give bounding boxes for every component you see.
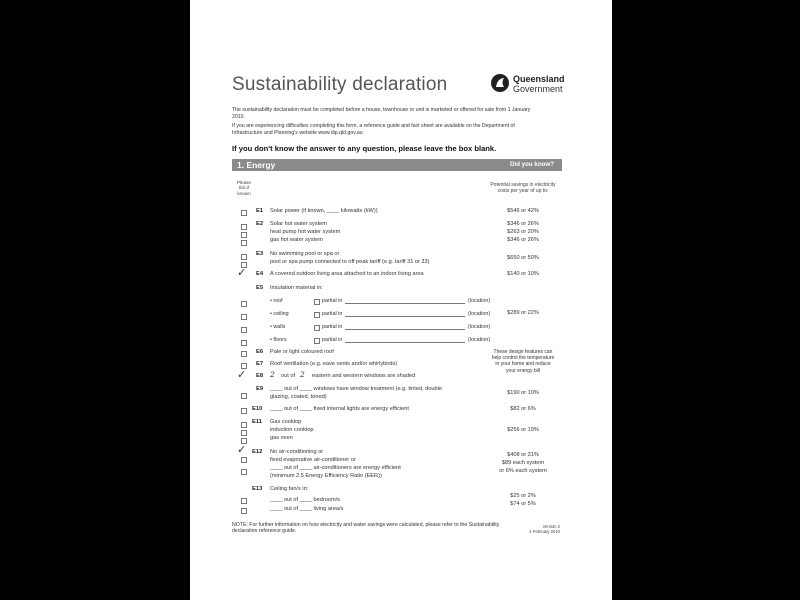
section-title: 1. Energy: [237, 160, 276, 170]
e13-code: E13: [252, 486, 263, 492]
e11-value: $256 or 19%: [507, 427, 539, 433]
e11-checkbox-gas-cooktop[interactable]: [241, 422, 247, 428]
e4-value: $140 or 10%: [507, 271, 539, 277]
version-date: 4 February 2010: [529, 529, 560, 535]
e11-code: E11: [252, 419, 262, 425]
e12-code: E12: [252, 449, 263, 455]
e5-partial-label: partial in: [322, 324, 343, 330]
e5-partial-label: partial in: [322, 298, 343, 304]
e9-value: $190 or 10%: [507, 390, 539, 396]
e8-handwritten-count-2: 2: [300, 370, 305, 379]
e5-text: Insulation material in:: [270, 285, 323, 291]
logo-line-1: Queensland: [513, 74, 565, 84]
e9-line-2: glazing, coated, toned): [270, 394, 327, 400]
page-title: Sustainability declaration: [232, 74, 448, 95]
e8-text: eastern and western windows are shaded: [312, 373, 416, 379]
e5-code: E5: [256, 285, 264, 291]
e11-line-1: Gas cooktop: [270, 419, 302, 425]
e5-partial-label: partial in: [322, 337, 343, 343]
e2-value-2: $263 or 20%: [507, 229, 539, 235]
e9-line-1: ____ out of ____ windows have window treatment (e.g. tinted, double: [270, 386, 442, 392]
e3-value: $650 or 50%: [507, 255, 539, 261]
version-number: Version 2: [542, 524, 560, 529]
e8-tick-mark[interactable]: ✓: [237, 369, 247, 381]
e8-code: E8: [256, 373, 264, 379]
section-did-you-know: Did you know?: [510, 161, 554, 168]
e1-checkbox[interactable]: [241, 210, 247, 216]
e5-partial-label: partial in: [322, 311, 343, 317]
e3-code: E3: [256, 251, 264, 257]
e5-partial-checkbox-roof[interactable]: [314, 299, 320, 305]
e11-line-3: gas oven: [270, 435, 293, 441]
e2-checkbox-heat-pump[interactable]: [241, 232, 247, 238]
e1-text: Solar power (if known, ____ kilowatts (kW)): [270, 208, 378, 214]
e10-value: $82 or 6%: [510, 406, 536, 412]
e7-code: E7: [256, 361, 264, 367]
e5-location-field-floors[interactable]: [345, 342, 465, 343]
version-info: [510, 524, 560, 534]
e6-code: E6: [256, 349, 264, 355]
e12-checkbox-evaporative[interactable]: [241, 457, 247, 463]
e2-line-3: gas hot water system: [270, 237, 323, 243]
crest-icon: [490, 73, 510, 93]
e13-line-1: Ceiling fan/s in:: [270, 486, 309, 492]
e5-checkbox-floors[interactable]: [241, 340, 247, 346]
e6-e8-value: These design features can help control the temperature in your home and reduce your energy bill: [491, 349, 555, 374]
e5-partial-checkbox-floors[interactable]: [314, 338, 320, 344]
e5-item-floors: • floors: [270, 337, 287, 343]
e2-checkbox-solar[interactable]: [241, 224, 247, 230]
e2-code: E2: [256, 221, 264, 227]
e12-line-4: (minimum 2.5 Energy Efficiency Ratio (EER)): [270, 473, 382, 479]
e3-line-2: pool or spa pump connected to off peak tariff (e.g. tariff 31 or 33): [270, 259, 430, 265]
e12-line-2: fixed evaporative air-conditioner or: [270, 457, 356, 463]
e4-tick-mark[interactable]: ✓: [237, 267, 247, 279]
e5-partial-checkbox-ceiling[interactable]: [314, 312, 320, 318]
e2-line-1: Solar hot water system: [270, 221, 327, 227]
document-page: [190, 0, 612, 600]
e5-location-field-ceiling[interactable]: [345, 316, 465, 317]
e5-location-label: (location): [468, 324, 491, 330]
tick-column-header: Please tick if known: [236, 180, 252, 196]
intro-paragraph-2: If you are experiencing difficulties completing this form, a reference guide and fact sheet are available on the Department of Infrastructure and Planning's website www.dip.qld.gov.au: [232, 123, 515, 136]
warning-text: If you don't know the answer to any question, please leave the box blank.: [232, 144, 497, 153]
e5-checkbox-ceiling[interactable]: [241, 314, 247, 320]
e4-text: A covered outdoor living area attached to an indoor living area: [270, 271, 424, 277]
e5-checkbox-roof[interactable]: [241, 301, 247, 307]
e5-location-label: (location): [468, 311, 491, 317]
e6-text: Pale or light coloured roof: [270, 349, 334, 355]
e5-item-walls: • walls: [270, 324, 286, 330]
e12-checkbox-efficient[interactable]: [241, 469, 247, 475]
e12-value-2: $89 each system: [501, 460, 545, 466]
e12-value-1: $408 or 31%: [507, 452, 539, 458]
e10-code: E10: [252, 406, 263, 412]
savings-column-header: Potential savings in electricity costs per year of up to:: [490, 182, 556, 194]
e8-text-out-of: out of: [281, 373, 295, 379]
e2-value-1: $346 or 26%: [507, 221, 539, 227]
e9-checkbox[interactable]: [241, 393, 247, 399]
e12-line-3: ____ out of ____ air-conditioners are energy efficient: [270, 465, 401, 471]
e11-line-2: induction cooktop: [270, 427, 314, 433]
queensland-government-logo: [490, 72, 590, 98]
e11-checkbox-induction[interactable]: [241, 430, 247, 436]
e1-value: $546 or 42%: [507, 208, 539, 214]
e13-value-2: $74 or 5%: [510, 501, 536, 507]
e2-checkbox-gas[interactable]: [241, 240, 247, 246]
e13-line-3: ____ out of ____ living area/s: [270, 506, 344, 512]
e5-value: $289 or 22%: [507, 310, 539, 316]
e12-value-3: or 6% each system: [499, 468, 547, 474]
e10-checkbox[interactable]: [241, 408, 247, 414]
section-header: [232, 159, 562, 171]
e2-value-3: $346 or 26%: [507, 237, 539, 243]
e13-line-2: ____ out of ____ bedroom/s: [270, 497, 340, 503]
e8-handwritten-count-1: 2: [270, 370, 275, 379]
e2-line-2: heat pump hot water system: [270, 229, 341, 235]
intro-paragraph-1: The sustainability declaration must be completed before a house, townhouse or unit is marketed or offered for sale from 1 January 2010.: [232, 107, 531, 120]
e13-checkbox-living[interactable]: [241, 508, 247, 514]
e5-item-roof: • roof: [270, 298, 283, 304]
e1-code: E1: [256, 208, 264, 214]
e10-text: ____ out of ____ fixed internal lights are energy efficient: [270, 406, 409, 412]
e13-checkbox-bedrooms[interactable]: [241, 498, 247, 504]
e3-checkbox-1[interactable]: [241, 254, 247, 260]
e4-code: E4: [256, 271, 264, 277]
e5-location-label: (location): [468, 337, 491, 343]
e5-location-field-roof[interactable]: [345, 303, 465, 304]
e5-item-ceiling: • ceiling: [270, 311, 289, 317]
e5-location-field-walls[interactable]: [345, 329, 465, 330]
e13-value-1: $25 or 2%: [510, 493, 536, 499]
e5-checkbox-walls[interactable]: [241, 327, 247, 333]
footnote: NOTE: For further information on how electricity and water savings were calculated, please refer to the Sustainability declaration reference guide.: [232, 522, 500, 535]
e12-tick-mark[interactable]: ✓: [237, 444, 247, 456]
e6-checkbox[interactable]: [241, 351, 247, 357]
e5-partial-checkbox-walls[interactable]: [314, 325, 320, 331]
e12-line-1: No air-conditioning or: [270, 449, 324, 455]
logo-line-2: Government: [513, 84, 563, 94]
e3-line-1: No swimming pool or spa or: [270, 251, 340, 257]
e7-text: Roof ventilation (e.g. eave vents and/or whirlybirds): [270, 361, 398, 367]
e9-code: E9: [256, 386, 264, 392]
e5-location-label: (location): [468, 298, 491, 304]
